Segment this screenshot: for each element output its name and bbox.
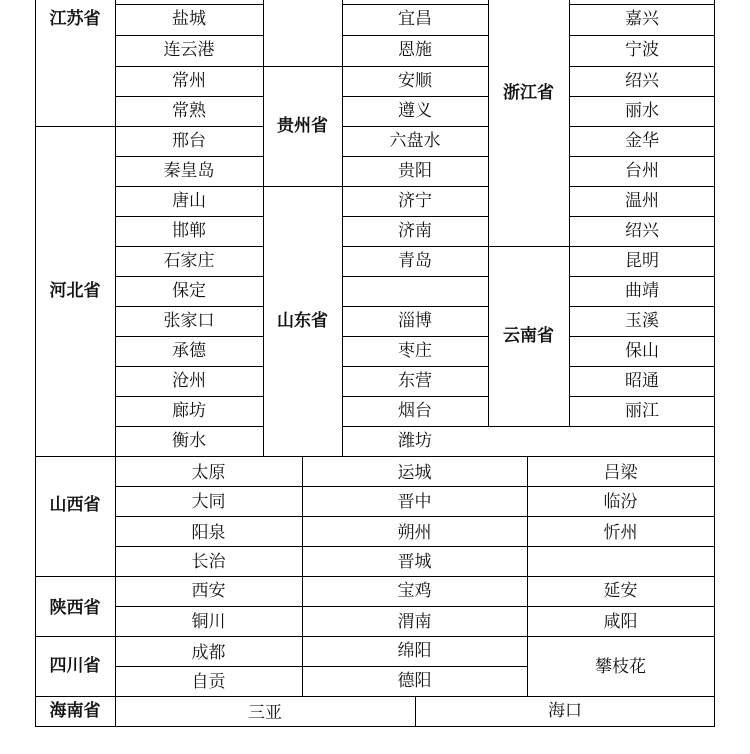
city-cell: 承德	[172, 341, 206, 361]
city-cell	[527, 547, 714, 577]
city-cell: 渭南	[397, 612, 432, 632]
city-cell: 丽江	[625, 401, 659, 421]
city-cell: 连云港	[163, 40, 215, 60]
city-cell: 唐山	[172, 191, 206, 211]
city-cell: 晋中	[397, 492, 432, 512]
row-line	[35, 456, 715, 457]
city-cell: 临汾	[603, 492, 638, 512]
city-cell: 海口	[548, 701, 582, 721]
city-cell: 保山	[625, 341, 659, 361]
province-label: 四川省	[49, 656, 101, 676]
city-cell: 玉溪	[625, 311, 659, 331]
city-cell: 铜川	[191, 612, 226, 632]
city-cell: 曲靖	[625, 281, 659, 301]
city-cell: 长治	[191, 552, 226, 572]
city-cell: 咸阳	[603, 612, 638, 632]
city-cell: 衡水	[172, 431, 206, 451]
province-label: 山西省	[49, 495, 101, 515]
city-cell: 枣庄	[398, 341, 432, 361]
city-cell: 大同	[191, 492, 226, 512]
province-label: 江苏省	[49, 9, 101, 29]
city-cell: 运城	[397, 463, 432, 483]
city-cell: 秦皇岛	[163, 161, 215, 181]
province-label: 陕西省	[49, 598, 101, 618]
city-cell: 温州	[625, 191, 659, 211]
city-cell: 嘉兴	[625, 9, 659, 29]
city-cell: 六盘水	[389, 131, 441, 151]
city-cell: 昆明	[625, 251, 659, 271]
city-cell: 石家庄	[163, 251, 215, 271]
city-cell: 保定	[172, 281, 206, 301]
city-cell: 淄博	[398, 311, 432, 331]
city-cell: 延安	[603, 581, 638, 601]
city-cell: 廊坊	[172, 401, 206, 421]
city-cell: 朔州	[397, 523, 432, 543]
city-cell: 济宁	[398, 191, 432, 211]
city-cell: 三亚	[248, 703, 282, 723]
city-cell: 绍兴	[625, 221, 659, 241]
province-label: 浙江省	[503, 83, 554, 103]
city-cell: 自贡	[191, 672, 226, 692]
city-cell: 潍坊	[398, 431, 432, 451]
city-cell: 贵阳	[398, 161, 432, 181]
city-cell: 盐城	[172, 9, 206, 29]
city-cell: 沧州	[172, 371, 206, 391]
city-cell: 晋城	[397, 552, 432, 572]
city-cell: 忻州	[603, 523, 638, 543]
city-cell: 常州	[172, 71, 206, 91]
province-label: 河北省	[49, 281, 101, 301]
city-cell: 张家口	[163, 311, 215, 331]
city-cell: 邢台	[172, 131, 206, 151]
city-cell: 宝鸡	[397, 581, 432, 601]
city-cell: 宁波	[625, 40, 659, 60]
city-cell: 丽水	[625, 101, 659, 121]
city-cell: 阳泉	[191, 523, 226, 543]
city-cell: 济南	[398, 221, 432, 241]
city-cell: 金华	[625, 131, 659, 151]
city-cell: 绵阳	[397, 641, 432, 661]
province-label: 贵州省	[277, 116, 328, 136]
city-cell: 烟台	[398, 401, 432, 421]
city-cell: 吕梁	[603, 463, 638, 483]
city-cell: 常熟	[172, 101, 206, 121]
city-cell	[342, 276, 488, 306]
city-cell: 昭通	[625, 371, 659, 391]
city-cell: 青岛	[398, 251, 432, 271]
city-cell: 恩施	[398, 40, 432, 60]
city-cell: 攀枝花	[595, 657, 646, 677]
province-label: 山东省	[277, 311, 328, 331]
city-cell: 太原	[191, 463, 226, 483]
city-cell: 安顺	[398, 71, 432, 91]
city-cell: 宜昌	[398, 9, 432, 29]
city-cell: 遵义	[398, 101, 432, 121]
city-cell: 西安	[191, 581, 226, 601]
province-label: 云南省	[503, 326, 554, 346]
city-cell: 绍兴	[625, 71, 659, 91]
city-cell: 邯郸	[172, 221, 206, 241]
province-label: 海南省	[49, 701, 101, 721]
city-cell: 东营	[398, 371, 432, 391]
city-cell: 成都	[191, 643, 226, 663]
city-cell: 德阳	[397, 671, 432, 691]
city-cell: 台州	[625, 161, 659, 181]
